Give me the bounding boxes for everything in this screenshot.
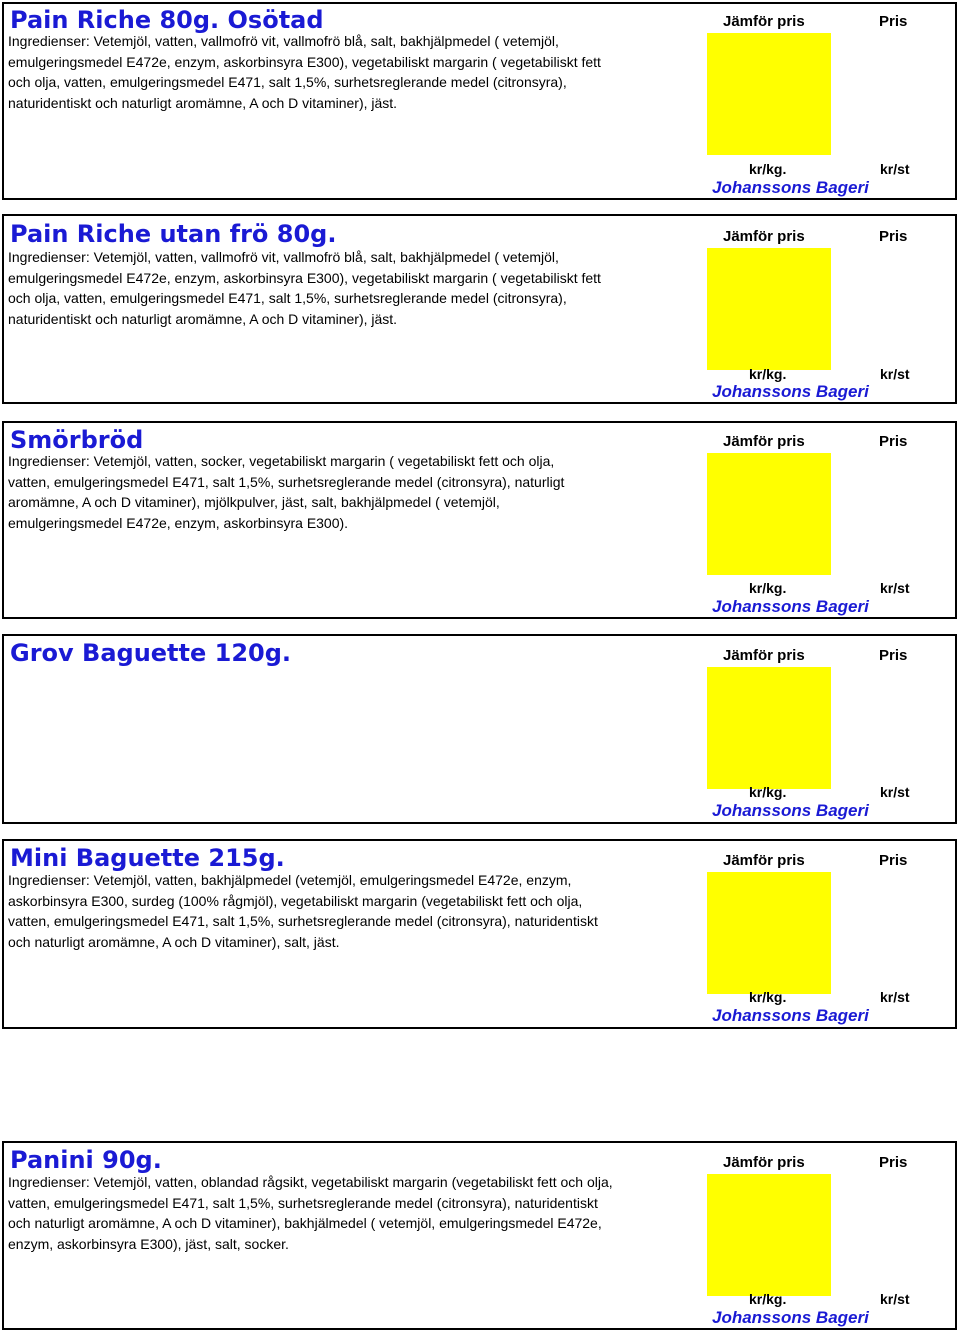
compare-price-label: Jämför pris (723, 433, 805, 450)
ingredients-text (8, 451, 648, 533)
bakery-name: Johanssons Bageri (712, 597, 869, 616)
compare-price-box (707, 248, 831, 370)
unit-per-piece: kr/st (880, 161, 910, 177)
compare-price-box (707, 667, 831, 789)
bakery-name: Johanssons Bageri (712, 1006, 869, 1025)
ingredients-line: och naturligt aromämne, A och D vitaminer), salt, jäst. (8, 933, 340, 950)
ingredients-text (8, 247, 648, 329)
bakery-name: Johanssons Bageri (712, 382, 869, 401)
price-label: Pris (879, 1154, 908, 1171)
product-title: Panini 90g. (10, 1146, 162, 1174)
ingredients-line: Ingredienser: Vetemjöl, vatten, vallmofrö vit, vallmofrö blå, salt, bakhjälpmedel ( vetemjöl, (8, 33, 559, 49)
product-title: Mini Baguette 215g. (10, 844, 285, 872)
price-label: Pris (879, 228, 908, 245)
product-title: Pain Riche 80g. Osötad (10, 6, 324, 34)
unit-per-kg: kr/kg. (749, 1291, 787, 1307)
price-label: Pris (879, 13, 908, 30)
compare-price-label: Jämför pris (723, 852, 805, 869)
ingredients-line: Ingredienser: Vetemjöl, vatten, vallmofrö vit, vallmofrö blå, salt, bakhjälpmedel ( vetemjöl, (8, 249, 559, 265)
ingredients-text (8, 870, 648, 952)
product-title: Pain Riche utan frö 80g. (10, 220, 337, 248)
unit-per-piece: kr/st (880, 580, 910, 596)
price-label: Pris (879, 852, 908, 869)
ingredients-line: och olja, vatten, emulgeringsmedel E471, salt 1,5%, surhetsreglerande medel (citronsyra), (8, 290, 567, 306)
ingredients-line: vatten, emulgeringsmedel E471, salt 1,5%, surhetsreglerande medel (citronsyra), naturidentiskt (8, 1194, 598, 1211)
compare-price-label: Jämför pris (723, 228, 805, 245)
price-label-panini (2, 1141, 957, 1330)
ingredients-line: Ingredienser: Vetemjöl, vatten, oblandad rågsikt, vegetabiliskt margarin (vegetabiliskt fett och olja, (8, 1174, 613, 1190)
ingredients-line: enzym, askorbinsyra E300), jäst, salt, socker. (8, 1235, 289, 1252)
unit-per-piece: kr/st (880, 1291, 910, 1307)
ingredients-text (8, 31, 648, 113)
price-label-mini-baguette (2, 839, 957, 1029)
ingredients-line: Ingredienser: Vetemjöl, vatten, bakhjälpmedel (vetemjöl, emulgeringsmedel E472e, enzym, (8, 872, 572, 888)
unit-per-piece: kr/st (880, 784, 910, 800)
ingredients-line: emulgeringsmedel E472e, enzym, askorbinsyra E300). (8, 514, 349, 531)
bakery-name: Johanssons Bageri (712, 1308, 869, 1327)
ingredients-line: askorbinsyra E300, surdeg (100% rågmjöl), vegetabiliskt margarin (vegetabiliskt fett och olja, (8, 892, 583, 909)
product-title: Grov Baguette 120g. (10, 639, 292, 667)
ingredients-line: naturidentiskt och naturligt aromämne, A och D vitaminer), jäst. (8, 310, 398, 327)
ingredients-line: vatten, emulgeringsmedel E471, salt 1,5%, surhetsreglerande medel (citronsyra), naturidentiskt (8, 913, 598, 929)
price-label-grov-baguette (2, 634, 957, 824)
unit-per-kg: kr/kg. (749, 580, 787, 596)
unit-per-kg: kr/kg. (749, 161, 787, 177)
compare-price-label: Jämför pris (723, 1154, 805, 1171)
compare-price-label: Jämför pris (723, 647, 805, 664)
ingredients-line: Ingredienser: Vetemjöl, vatten, socker, vegetabiliskt margarin ( vegetabiliskt fett och olja, (8, 453, 555, 469)
ingredients-line: aromämne, A och D vitaminer), mjölkpulver, jäst, salt, bakhjälpmedel ( vetemjöl, (8, 494, 500, 510)
ingredients-line: vatten, emulgeringsmedel E471, salt 1,5%, surhetsreglerande medel (citronsyra), naturligt (8, 473, 565, 490)
ingredients-line: emulgeringsmedel E472e, enzym, askorbinsyra E300), vegetabiliskt margarin ( vegetabiliskt fett (8, 53, 601, 70)
unit-per-kg: kr/kg. (749, 366, 787, 382)
compare-price-box (707, 33, 831, 155)
compare-price-box (707, 1174, 831, 1296)
ingredients-line: emulgeringsmedel E472e, enzym, askorbinsyra E300), vegetabiliskt margarin ( vegetabiliskt fett (8, 269, 601, 286)
compare-price-box (707, 872, 831, 994)
price-label: Pris (879, 647, 908, 664)
bakery-name: Johanssons Bageri (712, 801, 869, 820)
ingredients-line: och olja, vatten, emulgeringsmedel E471, salt 1,5%, surhetsreglerande medel (citronsyra), (8, 74, 567, 90)
bakery-name: Johanssons Bageri (712, 178, 869, 197)
price-label-smorbrod (2, 421, 957, 619)
product-title: Smörbröd (10, 426, 144, 454)
compare-price-box (707, 453, 831, 575)
price-label-pain-riche-osotad (2, 2, 957, 200)
unit-per-kg: kr/kg. (749, 784, 787, 800)
compare-price-label: Jämför pris (723, 13, 805, 30)
ingredients-line: och naturligt aromämne, A och D vitaminer), bakhjälmedel ( vetemjöl, emulgeringsmedel E472e, (8, 1215, 602, 1231)
price-label: Pris (879, 433, 908, 450)
unit-per-kg: kr/kg. (749, 989, 787, 1005)
unit-per-piece: kr/st (880, 989, 910, 1005)
ingredients-text (8, 1172, 648, 1254)
ingredients-line: naturidentiskt och naturligt aromämne, A och D vitaminer), jäst. (8, 94, 398, 111)
price-label-pain-riche-utan-fro (2, 214, 957, 404)
unit-per-piece: kr/st (880, 366, 910, 382)
